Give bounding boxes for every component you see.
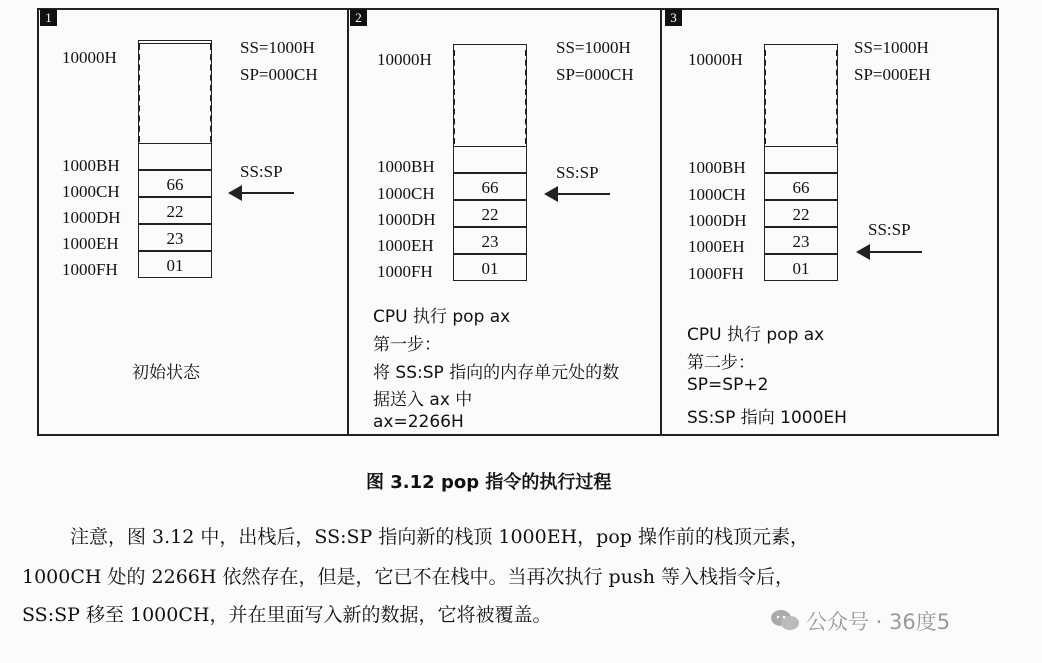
address-label: 1000CH <box>62 182 120 201</box>
address-label: 1000DH <box>688 211 747 230</box>
stack-cell: 23 <box>453 227 527 254</box>
panel-note: 初始状态 <box>132 363 200 383</box>
pointer-label: SS:SP <box>868 220 911 239</box>
dashed-edge <box>836 50 840 144</box>
stack-cell: 23 <box>764 227 838 254</box>
left-arrow-icon <box>230 192 294 194</box>
panel-note: ax=2266H <box>373 412 464 432</box>
dashed-edge <box>525 50 529 144</box>
panel-note: SP=SP+2 <box>687 375 769 395</box>
address-label: 1000BH <box>62 156 120 175</box>
stack-cell: 01 <box>453 254 527 281</box>
stack-top-box <box>453 44 527 148</box>
panel-number: 3 <box>665 9 682 26</box>
dashed-edge <box>453 50 457 144</box>
address-label: 1000FH <box>62 260 118 279</box>
stack-cell: 22 <box>138 197 212 224</box>
stack-top-box <box>764 44 838 148</box>
figure-caption: 图 3.12 pop 指令的执行过程 <box>366 472 612 493</box>
panel-number: 1 <box>40 9 57 26</box>
stack-cell: 22 <box>764 200 838 227</box>
panel-note: 第二步： <box>687 353 755 373</box>
panel-note: 据送入 ax 中 <box>373 390 473 410</box>
stack-cell <box>138 143 212 170</box>
address-label: 1000EH <box>688 237 745 256</box>
panel-note: CPU 执行 pop ax <box>687 325 825 345</box>
paragraph-line: SS:SP 移至 1000CH，并在里面写入新的数据，它将被覆盖。 <box>22 604 552 626</box>
panel-note: 第一步： <box>373 335 441 355</box>
panel-note: SS:SP 指向 1000EH <box>687 408 847 428</box>
address-label: 1000BH <box>377 157 435 176</box>
address-label: 1000CH <box>688 185 746 204</box>
address-label: 1000CH <box>377 184 435 203</box>
wechat-icon <box>770 608 800 632</box>
top-address: 10000H <box>62 48 117 67</box>
panel-divider <box>660 8 662 436</box>
address-label: 1000FH <box>688 264 744 283</box>
pointer-label: SS:SP <box>240 162 283 181</box>
left-arrow-icon <box>546 193 610 195</box>
address-label: 1000DH <box>377 210 436 229</box>
panel-divider <box>347 8 349 436</box>
stack-cell: 66 <box>764 173 838 200</box>
sp-register: SP=000EH <box>854 65 931 84</box>
ss-register: SS=1000H <box>556 38 631 57</box>
left-arrow-icon <box>858 251 922 253</box>
stack-cell: 01 <box>138 251 212 278</box>
sp-register: SP=000CH <box>240 65 318 84</box>
paragraph-line: 1000CH 处的 2266H 依然存在，但是，它已不在栈中。当再次执行 push 等入栈指令后， <box>22 566 794 588</box>
pointer-label: SS:SP <box>556 163 599 182</box>
stack-cell: 23 <box>138 224 212 251</box>
stack-cell: 22 <box>453 200 527 227</box>
dashed-edge <box>210 44 214 142</box>
panel-note: CPU 执行 pop ax <box>373 307 511 327</box>
address-label: 1000DH <box>62 208 121 227</box>
panel-note: 将 SS:SP 指向的内存单元处的数 <box>373 363 620 383</box>
panel-number: 2 <box>350 9 367 26</box>
dashed-edge <box>764 50 768 144</box>
ss-register: SS=1000H <box>240 38 315 57</box>
paragraph-line: 注意，图 3.12 中，出栈后，SS:SP 指向新的栈顶 1000EH，pop 操作前的栈顶元素， <box>70 526 809 548</box>
ss-register: SS=1000H <box>854 38 929 57</box>
address-label: 1000EH <box>377 236 434 255</box>
watermark: 公众号 · 36度5 <box>806 610 951 634</box>
stack-cell <box>764 146 838 173</box>
stack-cell: 66 <box>453 173 527 200</box>
top-address: 10000H <box>377 50 432 69</box>
stack-cell: 01 <box>764 254 838 281</box>
top-address: 10000H <box>688 50 743 69</box>
stack-cell: 66 <box>138 170 212 197</box>
stack-cell <box>453 146 527 173</box>
address-label: 1000EH <box>62 234 119 253</box>
address-label: 1000BH <box>688 158 746 177</box>
sp-register: SP=000CH <box>556 65 634 84</box>
dashed-edge <box>138 44 142 142</box>
address-label: 1000FH <box>377 262 433 281</box>
stack-top-box <box>138 40 212 145</box>
